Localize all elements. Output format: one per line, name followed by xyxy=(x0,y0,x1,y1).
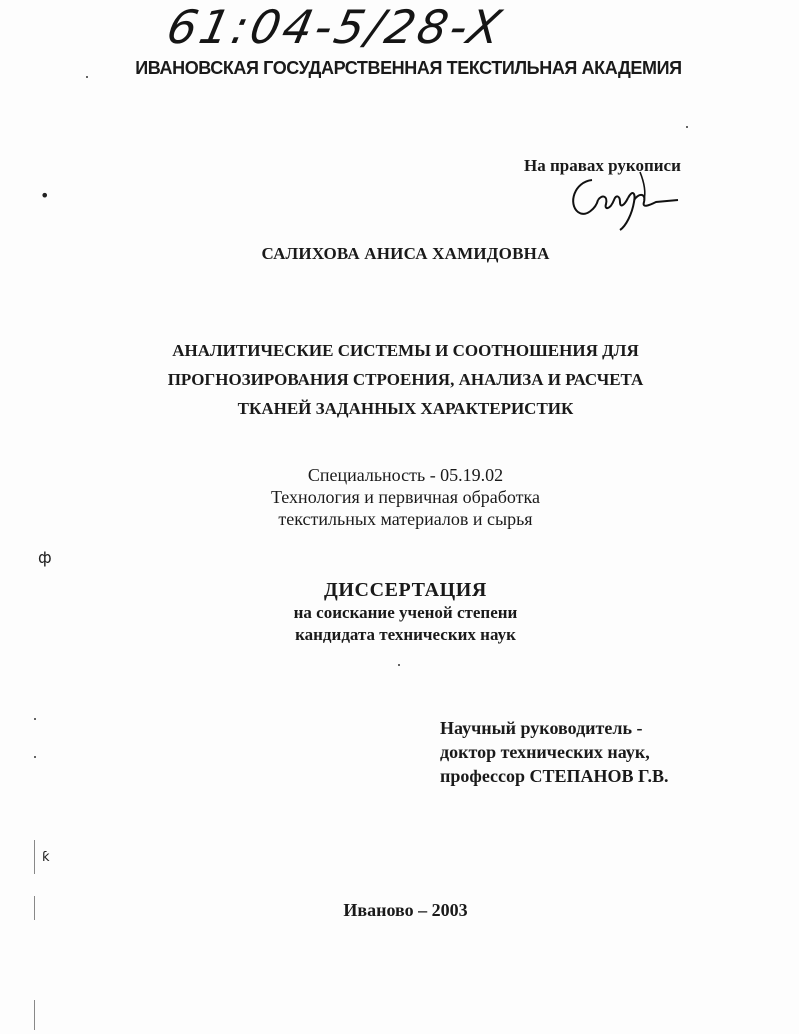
institution-name: ИВАНОВСКАЯ ГОСУДАРСТВЕННАЯ ТЕКСТИЛЬНАЯ АКАДЕМИЯ xyxy=(135,58,682,78)
title-line: ПРОГНОЗИРОВАНИЯ СТРОЕНИЯ, АНАЛИЗА И РАСЧЕТА xyxy=(167,370,644,389)
scan-mark-icon: • xyxy=(40,186,50,205)
scan-dot xyxy=(34,756,36,758)
scan-line xyxy=(34,896,35,920)
title-line: АНАЛИТИЧЕСКИЕ СИСТЕМЫ И СООТНОШЕНИЯ ДЛЯ xyxy=(172,341,639,360)
author-name: САЛИХОВА АНИСА ХАМИДОВНА xyxy=(261,244,550,263)
scan-mark-icon: ƙ xyxy=(42,850,50,865)
scan-dot xyxy=(398,664,400,666)
dissertation-line: на соискание ученой степени xyxy=(293,603,518,622)
dissertation-title xyxy=(0,336,799,423)
specialty-block xyxy=(0,464,799,530)
title-line: ТКАНЕЙ ЗАДАННЫХ ХАРАКТЕРИСТИК xyxy=(237,399,574,418)
advisor-line: доктор технических наук, xyxy=(440,742,650,762)
scan-dot xyxy=(686,126,688,128)
dissertation-heading: ДИССЕРТАЦИЯ xyxy=(324,579,487,601)
advisor-block xyxy=(440,716,668,788)
scan-line xyxy=(34,1000,35,1030)
city-year: Иваново – 2003 xyxy=(343,900,468,920)
scan-mark-icon: ф xyxy=(38,548,52,567)
specialty-line: Технология и первичная обработка xyxy=(271,487,540,507)
advisor-line: профессор СТЕПАНОВ Г.В. xyxy=(440,766,669,786)
signature-icon xyxy=(560,170,680,232)
dissertation-line: кандидата технических наук xyxy=(295,625,516,644)
archive-number: 61:04-5/28-X xyxy=(162,0,509,54)
scan-line xyxy=(34,840,35,874)
dissertation-block xyxy=(0,578,799,646)
specialty-code: Специальность - 05.19.02 xyxy=(307,465,504,485)
advisor-line: Научный руководитель - xyxy=(440,718,643,738)
scan-dot xyxy=(86,76,88,78)
specialty-line: текстильных материалов и сырья xyxy=(278,509,533,529)
rights-label: На правах рукописи xyxy=(524,156,681,175)
scan-dot xyxy=(34,718,36,720)
